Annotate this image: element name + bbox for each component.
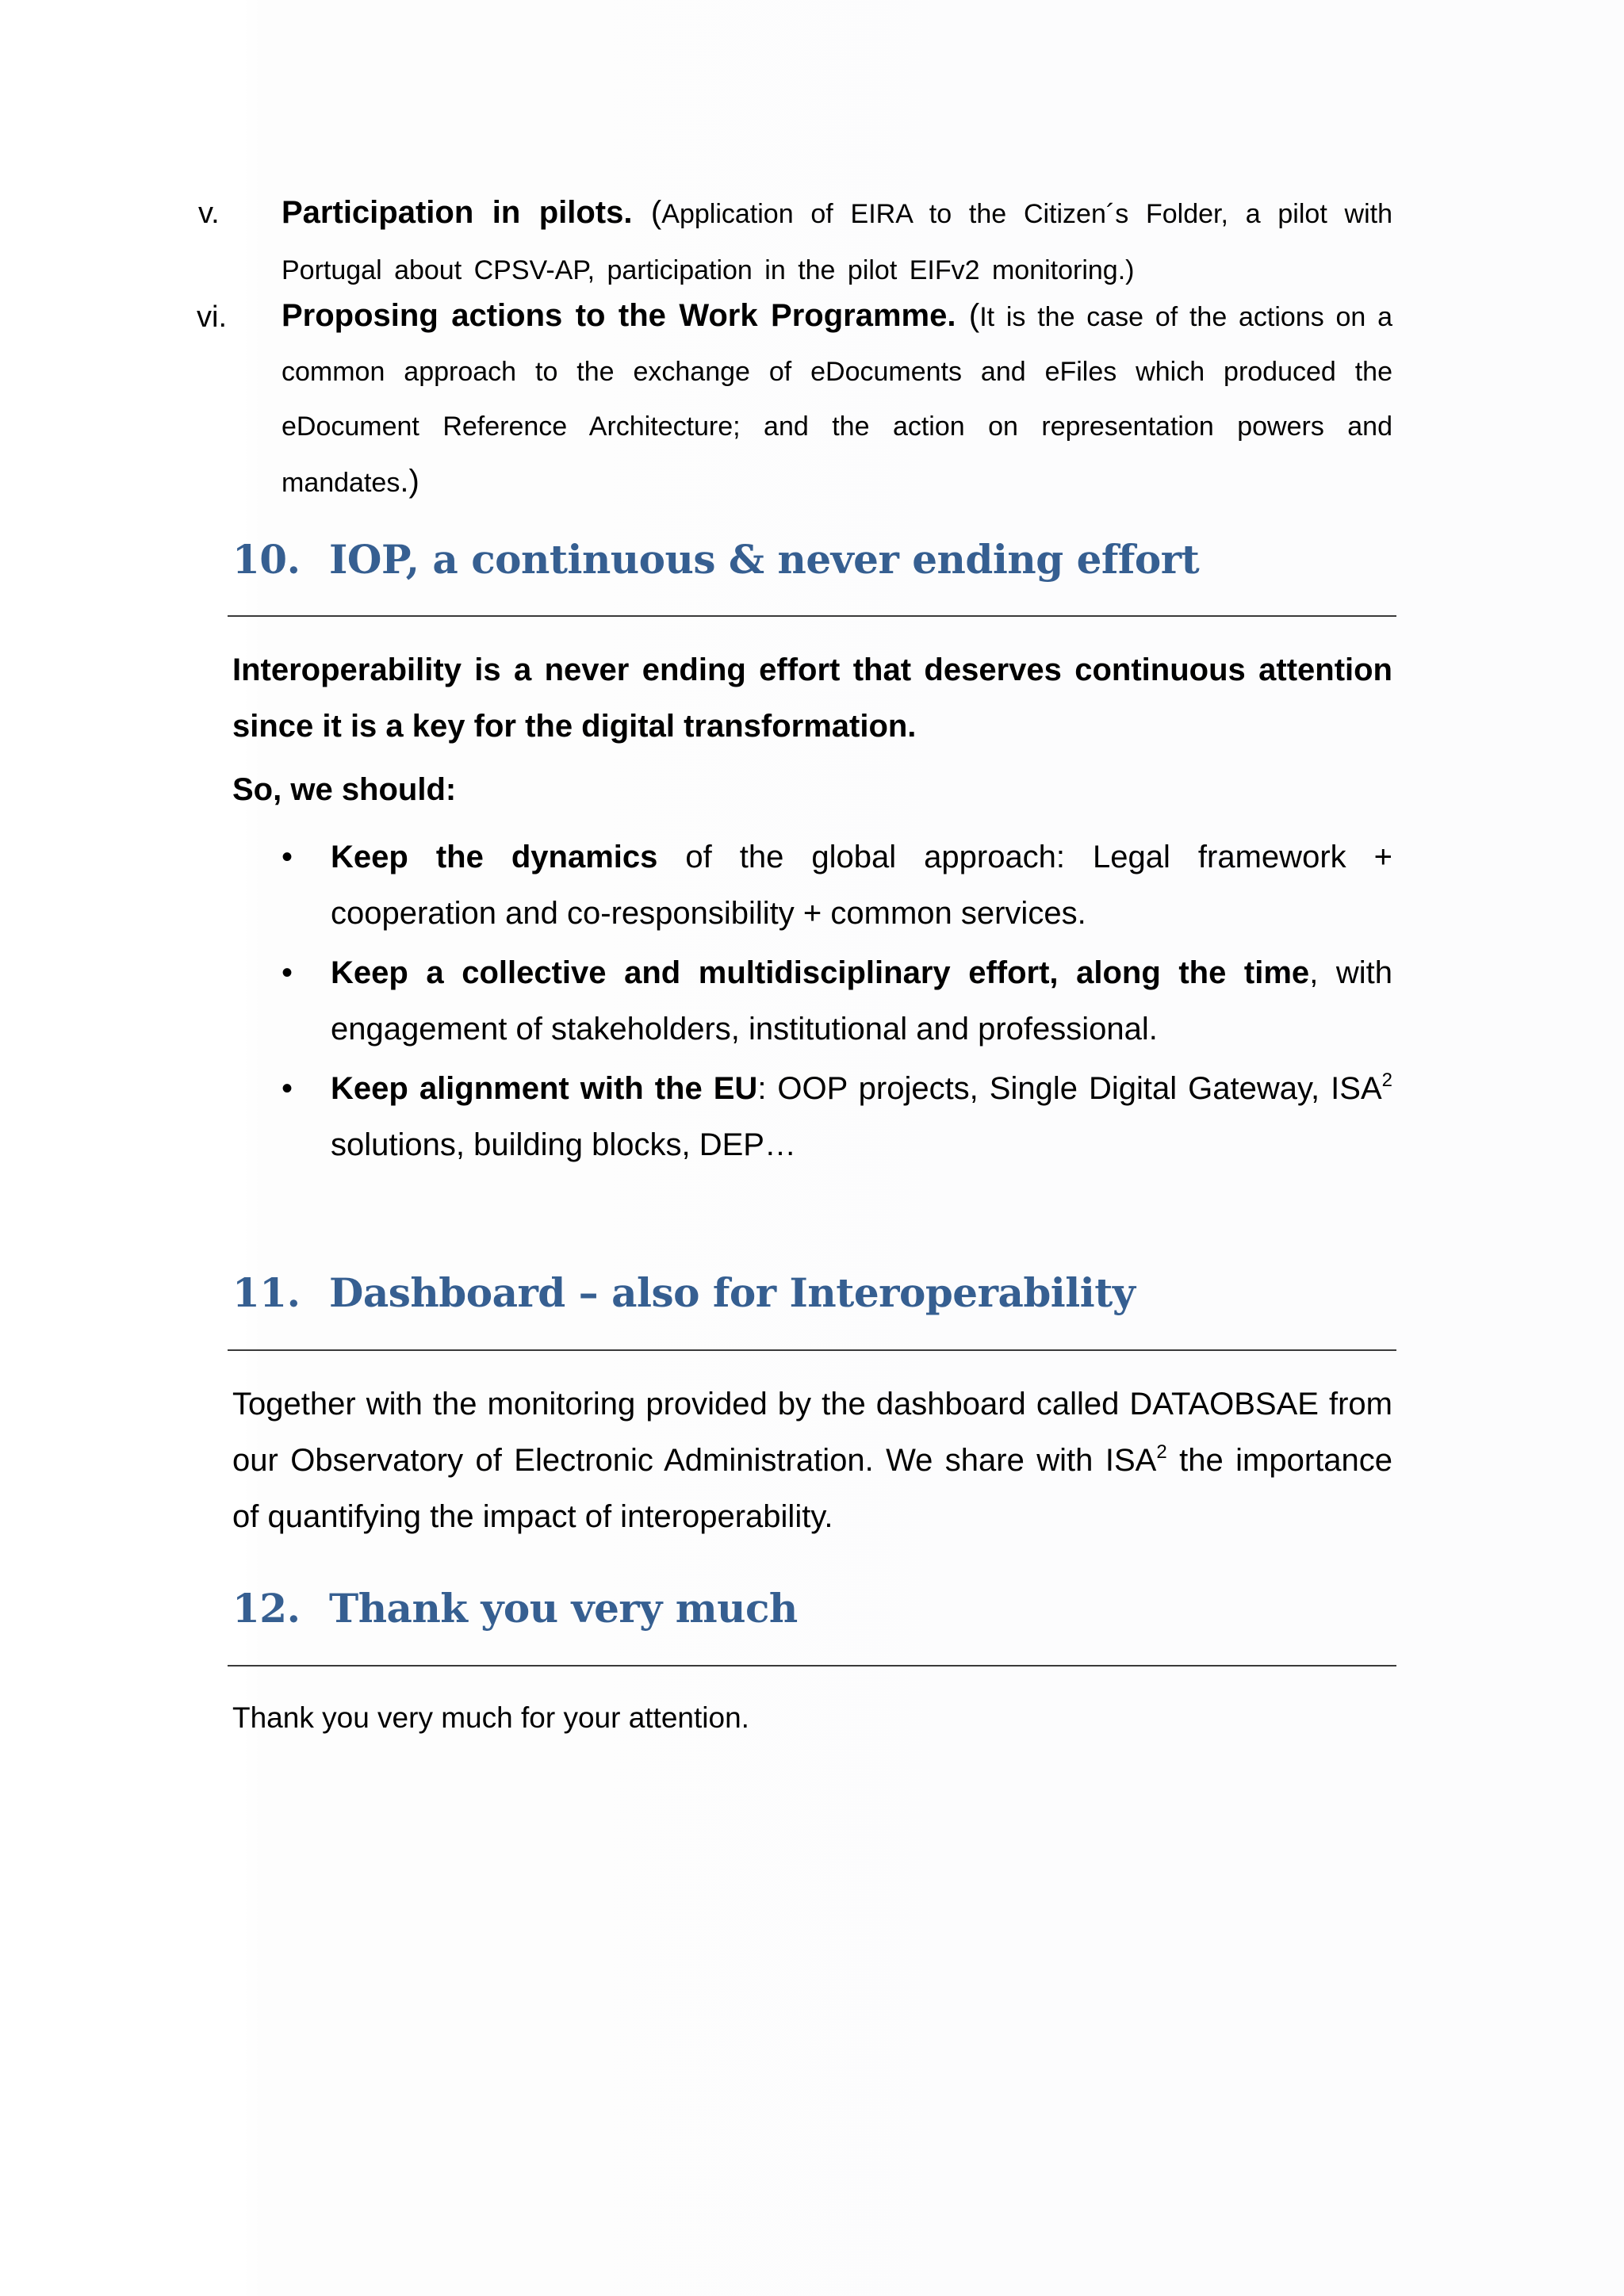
list-item-text: Participation in pilots. (Application of EIRA to the Citizen´s Folder, a pilot with Portugal about CPSV-AP, participation in the pilot EIFv2 monitoring.): [282, 195, 1393, 285]
section-rule: [228, 1665, 1396, 1667]
section-rule: [228, 1349, 1396, 1351]
section-heading-12: [232, 1585, 798, 1632]
bullet-item: • Keep alignment with the EU: OOP projects, Single Digital Gateway, ISA$^2$ solutions, building blocks, DEP…: [280, 1061, 1392, 1173]
section-title: IOP, a continuous & never ending effort: [329, 536, 1200, 583]
list-numeral: v.: [198, 197, 220, 230]
section-number: 10.: [232, 536, 301, 583]
bullet-glyph: •: [282, 955, 293, 990]
bullet-item: • Keep a collective and multidisciplinary effort, along the time, with engagement of stakeholders, institutional and professional.: [280, 945, 1392, 1058]
bullet-list: [280, 829, 1392, 1177]
section-title: Dashboard – also for Interoperability: [329, 1269, 1136, 1316]
bullet-item: • Keep the dynamics of the global approach: Legal framework + cooperation and co-responsibility + common services.: [280, 829, 1392, 942]
list-item-text: Proposing actions to the Work Programme. (It is the case of the actions on a common approach to the exchange of eDocuments and eFiles which produced the eDocument Reference Architecture; and the action on representation powers and mandates.): [282, 298, 1392, 499]
section-heading-11: [232, 1269, 1135, 1316]
section-number: 11.: [232, 1269, 301, 1316]
closing-paragraph: Thank you very much for your attention.: [232, 1701, 749, 1734]
list-item-description: Application of EIRA to the Citizen´s Folder, a pilot with Portugal about CPSV-AP, participation in the pilot EIFv2 monitoring.): [282, 199, 1393, 285]
section-rule: [228, 615, 1396, 617]
section-lead-in: So, we should:: [232, 772, 457, 807]
section-intro: Interoperability is a never ending effort that deserves continuous attention since it is a key for the digital transformation.: [232, 652, 1392, 744]
list-item-vi: [198, 291, 1392, 497]
list-numeral: vi.: [197, 300, 227, 334]
list-item-v: [198, 187, 1392, 290]
section-paragraph: Together with the monitoring provided by the dashboard called DATAOBSAE from our Observatory of Electronic Administration. We share with ISA$^2$ the importance of quantifying the impact of interoperability.: [232, 1387, 1393, 1534]
section-heading-10: [232, 536, 1199, 583]
section-title: Thank you very much: [329, 1585, 798, 1632]
bullet-glyph: •: [282, 1071, 293, 1106]
list-item-lead: Participation in pilots.: [282, 195, 633, 230]
bullet-glyph: •: [282, 840, 293, 874]
list-item-lead: Proposing actions to the Work Programme.: [282, 298, 956, 333]
section-number: 12.: [232, 1585, 301, 1632]
list-item-description: It is the case of the actions on a common approach to the exchange of eDocuments and eFiles which produced the eDocument Reference Architecture; and the action on representation powers and mandates: [282, 302, 1392, 498]
